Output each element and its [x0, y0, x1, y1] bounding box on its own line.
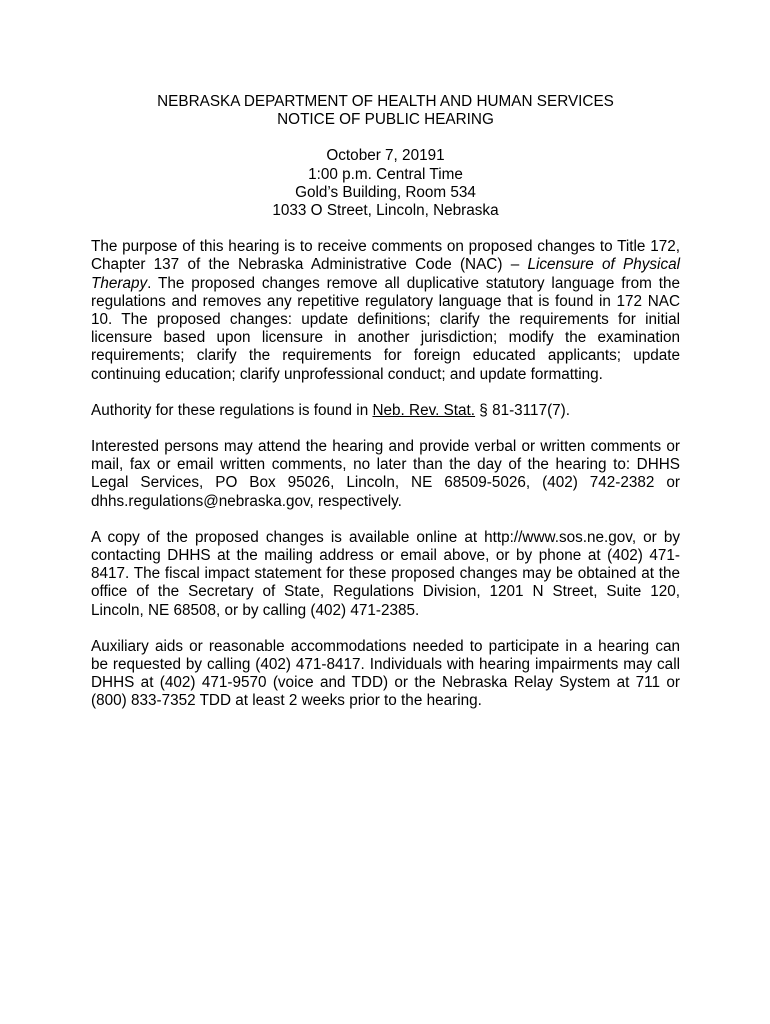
hearing-address: 1033 O Street, Lincoln, Nebraska	[272, 202, 499, 220]
comments-paragraph: Interested persons may attend the hearing and provide verbal or written comments or mail, fax or email written comments, no later than the day of the hearing to: DHHS Legal Services, PO Box 95026, Lincoln, NE 68509-5026, (402) 742-2382 or dhhs.regulations@nebraska.gov, respectively.	[91, 438, 680, 510]
spacer	[91, 129, 680, 147]
statute-section: § 81-3117(7).	[475, 401, 571, 419]
notice-title: NOTICE OF PUBLIC HEARING	[277, 111, 494, 129]
statute-name: Neb. Rev. Stat.	[372, 401, 476, 419]
hearing-time: 1:00 p.m. Central Time	[308, 165, 463, 183]
spacer	[91, 220, 680, 238]
hearing-details	[91, 147, 680, 220]
accommodations-paragraph: Auxiliary aids or reasonable accommodations needed to participate in a hearing can be requested by calling (402) 471-8417. Individuals with hearing impairments may call DHHS at (402) 471-9570 (voice and TDD) or the Nebraska Relay System at 711 or (800) 833-7352 TDD at least 2 weeks prior to the hearing.	[91, 637, 680, 710]
purpose-italic-title: Licensure of Physical Therapy	[91, 256, 680, 292]
spacer	[91, 620, 680, 638]
authority-text: Authority for these regulations is found in	[91, 401, 373, 419]
authority-paragraph	[91, 402, 680, 420]
hearing-building: Gold’s Building, Room 534	[295, 183, 476, 201]
spacer	[91, 384, 680, 402]
spacer	[91, 420, 680, 438]
purpose-text-start: The purpose of this hearing is to receive comments on proposed changes to Title 172, Chapter 137 of the Nebraska Administrative Code (NAC) –	[91, 238, 680, 274]
copy-paragraph: A copy of the proposed changes is available online at http://www.sos.ne.gov, or by contacting DHHS at the mailing address or email above, or by phone at (402) 471-8417. The fiscal impact statement for these proposed changes may be obtained at the office of the Secretary of State, Regulations Division, 1201 N Street, Suite 120, Lincoln, NE 68508, or by calling (402) 471-2385.	[91, 528, 680, 619]
department-name: NEBRASKA DEPARTMENT OF HEALTH AND HUMAN SERVICES	[157, 93, 614, 110]
document-page	[91, 93, 680, 711]
document-header	[91, 93, 680, 129]
purpose-paragraph	[91, 238, 680, 384]
hearing-date: October 7, 20191	[326, 147, 445, 165]
spacer	[91, 511, 680, 529]
purpose-text-end: . The proposed changes remove all duplicative statutory language from the regulations and removes any repetitive regulatory language that is found in 172 NAC 10. The proposed changes: update definitions; clarify the requirements for initial licensure based upon licensure in another jurisdiction; modify the examination requirements; clarify the requirements for foreign educated applicants; update continuing education; clarify unprofessional conduct; and update formatting.	[91, 274, 680, 383]
